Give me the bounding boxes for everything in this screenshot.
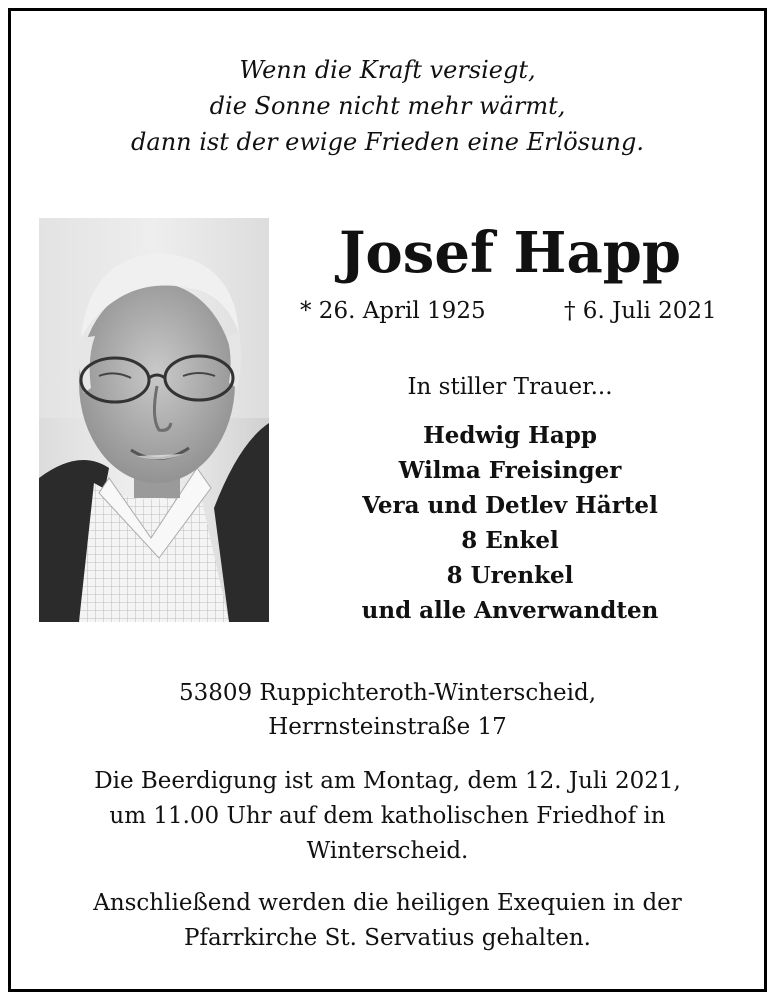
funeral-line: Die Beerdigung ist am Montag, dem 12. Juli 2021, [94,768,681,794]
motto-verse [0,52,775,160]
requiem-line: Pfarrkirche St. Servatius gehalten. [183,925,591,951]
mourner-name: Hedwig Happ [423,422,597,449]
mourner-name: Vera und Detlev Härtel [362,492,658,519]
birth-date: * 26. April 1925 [300,298,486,324]
death-date: † 6. Juli 2021 [564,298,717,324]
motto-line: dann ist der ewige Frieden eine Erlösung. [131,128,644,156]
motto-line: Wenn die Kraft versiegt, [239,56,536,84]
funeral-line: um 11.00 Uhr auf dem katholischen Friedhof in [109,803,666,829]
portrait-photo [39,218,269,622]
address-block [0,676,775,744]
mourner-name: Wilma Freisinger [398,457,622,484]
address-line: 53809 Ruppichteroth-Winterscheid, [178,680,597,706]
mourner-name: und alle Anverwandten [361,597,659,624]
mourning-intro: In stiller Trauer... [407,374,613,400]
portrait-illustration [39,218,269,622]
deceased-name: Josef Happ [338,220,682,286]
requiem-line: Anschließend werden die heiligen Exequien in der [93,890,682,916]
requiem-info [0,886,775,956]
mourner-name: 8 Urenkel [446,562,574,589]
mourners-list [300,418,720,628]
funeral-line: Winterscheid. [306,838,469,864]
mourner-name: 8 Enkel [461,527,559,554]
funeral-info [0,764,775,869]
motto-line: die Sonne nicht mehr wärmt, [209,92,566,120]
address-line: Herrnsteinstraße 17 [268,714,507,740]
